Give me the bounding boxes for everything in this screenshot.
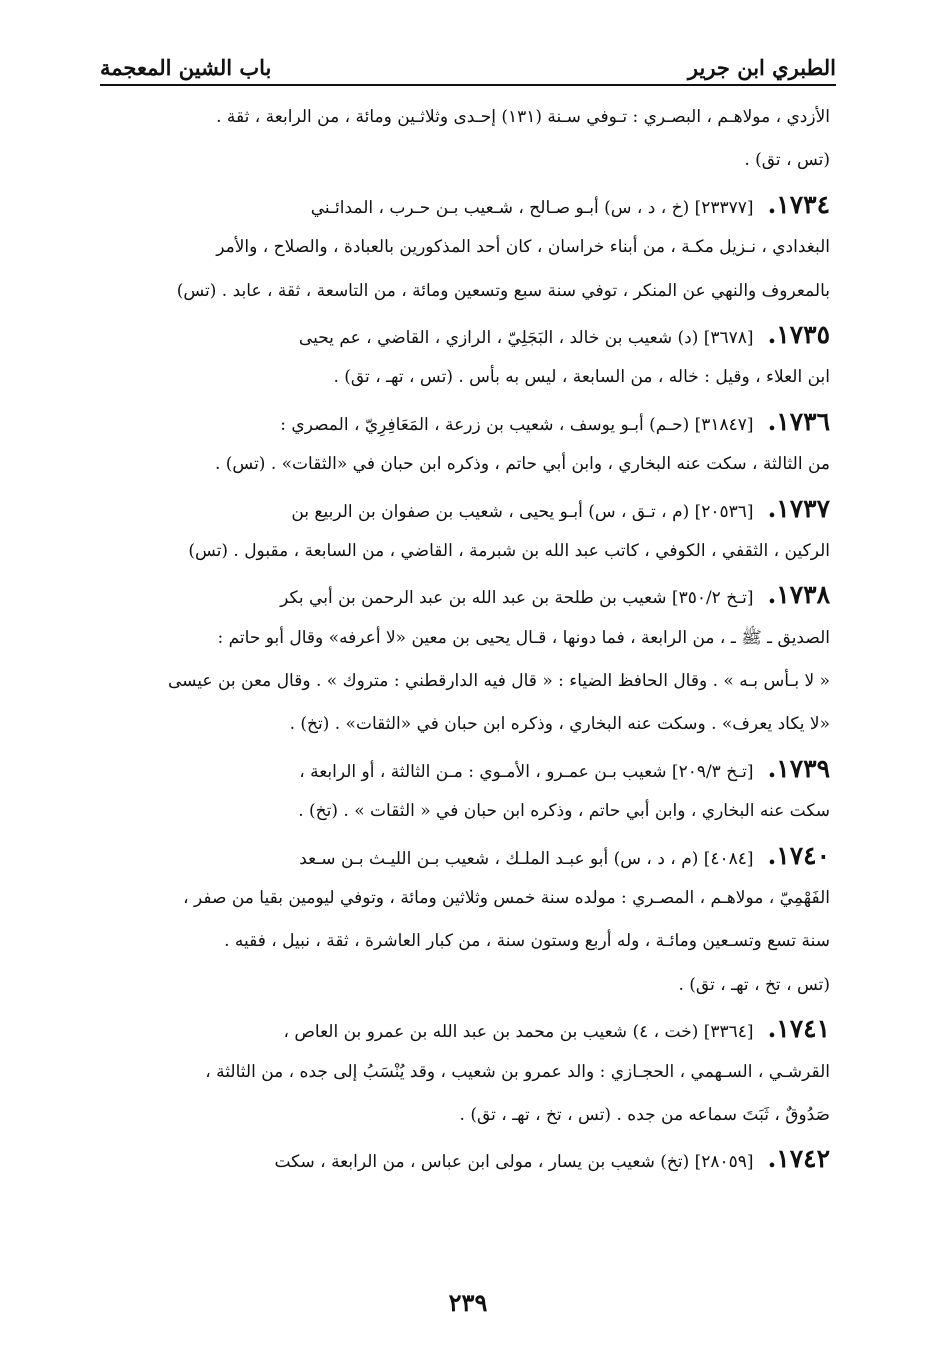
text-line [100, 660, 830, 703]
entry-number: ١٧٣٧. [767, 493, 830, 523]
entry-first-line [100, 747, 830, 790]
text-line [100, 139, 830, 182]
text-line [100, 703, 830, 746]
entry-first-line [100, 400, 830, 443]
book-title: الطبري ابن جرير [687, 55, 836, 80]
line-text: الركين ، الثقفي ، الكوفي ، كاتب عبد الله بن شبرمة ، القاضي ، من السابعة ، مقبول . (تس) [188, 540, 830, 561]
entry-number: ١٧٣٤. [767, 189, 830, 219]
line-text: الفَهْمِيّ ، مولاهـم ، المصـري : مولده سنة خمس وثلاثين ومائة ، وتوفي ليومين بقيا من صفر ، [183, 888, 830, 909]
line-text: [٢٠٥٣٦] (م ، تـق ، س) أبـو يحيى ، شعيب بن صفوان بن الربيع بن [291, 501, 754, 522]
entry-number: ١٧٤٢. [767, 1144, 830, 1174]
entry-first-line [100, 487, 830, 530]
line-text: صَدُوقٌ ، ثَبَتَ سماعه من جده . (تس ، تخ ، تهـ ، تق) . [459, 1104, 830, 1125]
line-text: [تـخ ٣٥٠/٢] شعيب بن طلحة بن عبد الله بن عبد الرحمن بن أبي بكر [280, 588, 754, 609]
line-text: من الثالثة ، سكت عنه البخاري ، وابن أبي حاتم ، وذكره ابن حبان في «الثقات» . (تس) . [214, 454, 830, 475]
line-text: [٣١٨٤٧] (حـم) أبـو يوسف ، شعيب بن زرعة ، المَعَافِرِيّ ، المصري : [280, 414, 754, 435]
text-line [100, 964, 830, 1007]
entry-first-line [100, 1007, 830, 1050]
chapter-title: باب الشين المعجمة [100, 55, 272, 80]
entry-number: ١٧٤١. [767, 1014, 830, 1044]
entry-number: ١٧٤٠. [767, 840, 830, 870]
line-text: سنة تسع وتسـعين ومائـة ، وله أربع وستون سنة ، من كبار العاشرة ، ثقة ، نبيل ، فقيه . [224, 931, 830, 952]
line-text: ابن العلاء ، وقيل : خاله ، من السابعة ، ليس به بأس . (تس ، تهـ ، تق) . [333, 367, 830, 388]
text-line [100, 617, 830, 660]
text-line [100, 877, 830, 920]
line-text: [٢٨٠٥٩] (تخ) شعيب بن يسار ، مولى ابن عباس ، من الرابعة ، سكت [274, 1152, 754, 1173]
line-text: (تس ، تخ ، تهـ ، تق) . [678, 974, 830, 995]
line-text: القرشـي ، السـهمي ، الحجـازي : والد عمرو بن شعيب ، وقد يُنْسَبُ إلى جده ، من الثالثة ، [205, 1061, 830, 1082]
line-text: [تـخ ٢٠٩/٣] شعيب بـن عمـرو ، الأمـوي : مـن الثالثة ، أو الرابعة ، [299, 761, 754, 782]
line-text: الصديق ـ ﷺ ـ ، من الرابعة ، فما دونها ، قـال يحيى بن معين «لا أعرفه» وقال أبو حاتم : [217, 627, 830, 648]
text-line [100, 1094, 830, 1137]
running-header [100, 36, 836, 84]
text-line [100, 1051, 830, 1094]
line-text: البغدادي ، نـزيل مكـة ، من أبناء خراسان ، كان أحد المذكورين بالعبادة ، والصلاح ، والأمر [216, 237, 830, 258]
line-text: (تس ، تق) . [744, 150, 830, 171]
line-text: [٣٦٧٨] (د) شعيب بن خالد ، البَجَلِيّ ، الرازي ، القاضي ، عم يحيى [298, 327, 754, 348]
line-text: [٤٠٨٤] (م ، د ، س) أبو عبـد الملـك ، شعيب بـن الليـث بـن سـعد [299, 848, 754, 869]
text-line [100, 270, 830, 313]
line-text: الأزدي ، مولاهـم ، البصـري : تـوفي سـنة (١٣١) إحـدى وثلاثـين ومائة ، من الرابعة ، ثقة . [216, 107, 830, 127]
line-text: [٢٣٣٧٧] (خ ، د ، س) أبـو صـالح ، شـعيب بـن حـرب ، المدائـني [310, 197, 754, 218]
header-divider [100, 84, 836, 86]
text-line [100, 920, 830, 963]
line-text: بالمعروف والنهي عن المنكر ، توفي سنة سبع وتسعين ومائة ، من التاسعة ، ثقة ، عابد . (تس) [176, 280, 830, 301]
entry-first-line [100, 313, 830, 356]
entry-number: ١٧٣٦. [767, 406, 830, 436]
text-line [100, 96, 830, 139]
line-text: [٣٣٦٤] (خت ، ٤) شعيب بن محمد بن عبد الله بن عمرو بن العاص ، [283, 1022, 754, 1043]
line-text: «لا يكاد يعرف» . وسكت عنه البخاري ، وذكره ابن حبان في «الثقات» . (تخ) . [289, 714, 830, 735]
entry-number: ١٧٣٨. [767, 580, 830, 610]
entry-first-line [100, 573, 830, 616]
line-text: سكت عنه البخاري ، وابن أبي حاتم ، وذكره ابن حبان في « الثقات » . (تخ) . [298, 801, 830, 822]
entry-number: ١٧٣٥. [767, 319, 830, 349]
entry-first-line [100, 183, 830, 226]
text-line [100, 530, 830, 573]
text-line [100, 443, 830, 486]
text-line [100, 790, 830, 833]
text-body [100, 96, 830, 1181]
line-text: « لا بـأس بـه » . وقال الحافظ الضياء : « قال فيه الدارقطني : متروك » . وقال معن بن عيسى [167, 671, 830, 692]
page-number: ٢٣٩ [448, 1288, 488, 1317]
text-line [100, 226, 830, 269]
entry-first-line [100, 834, 830, 877]
entry-number: ١٧٣٩. [767, 753, 830, 783]
entry-first-line [100, 1137, 830, 1180]
text-line [100, 356, 830, 399]
